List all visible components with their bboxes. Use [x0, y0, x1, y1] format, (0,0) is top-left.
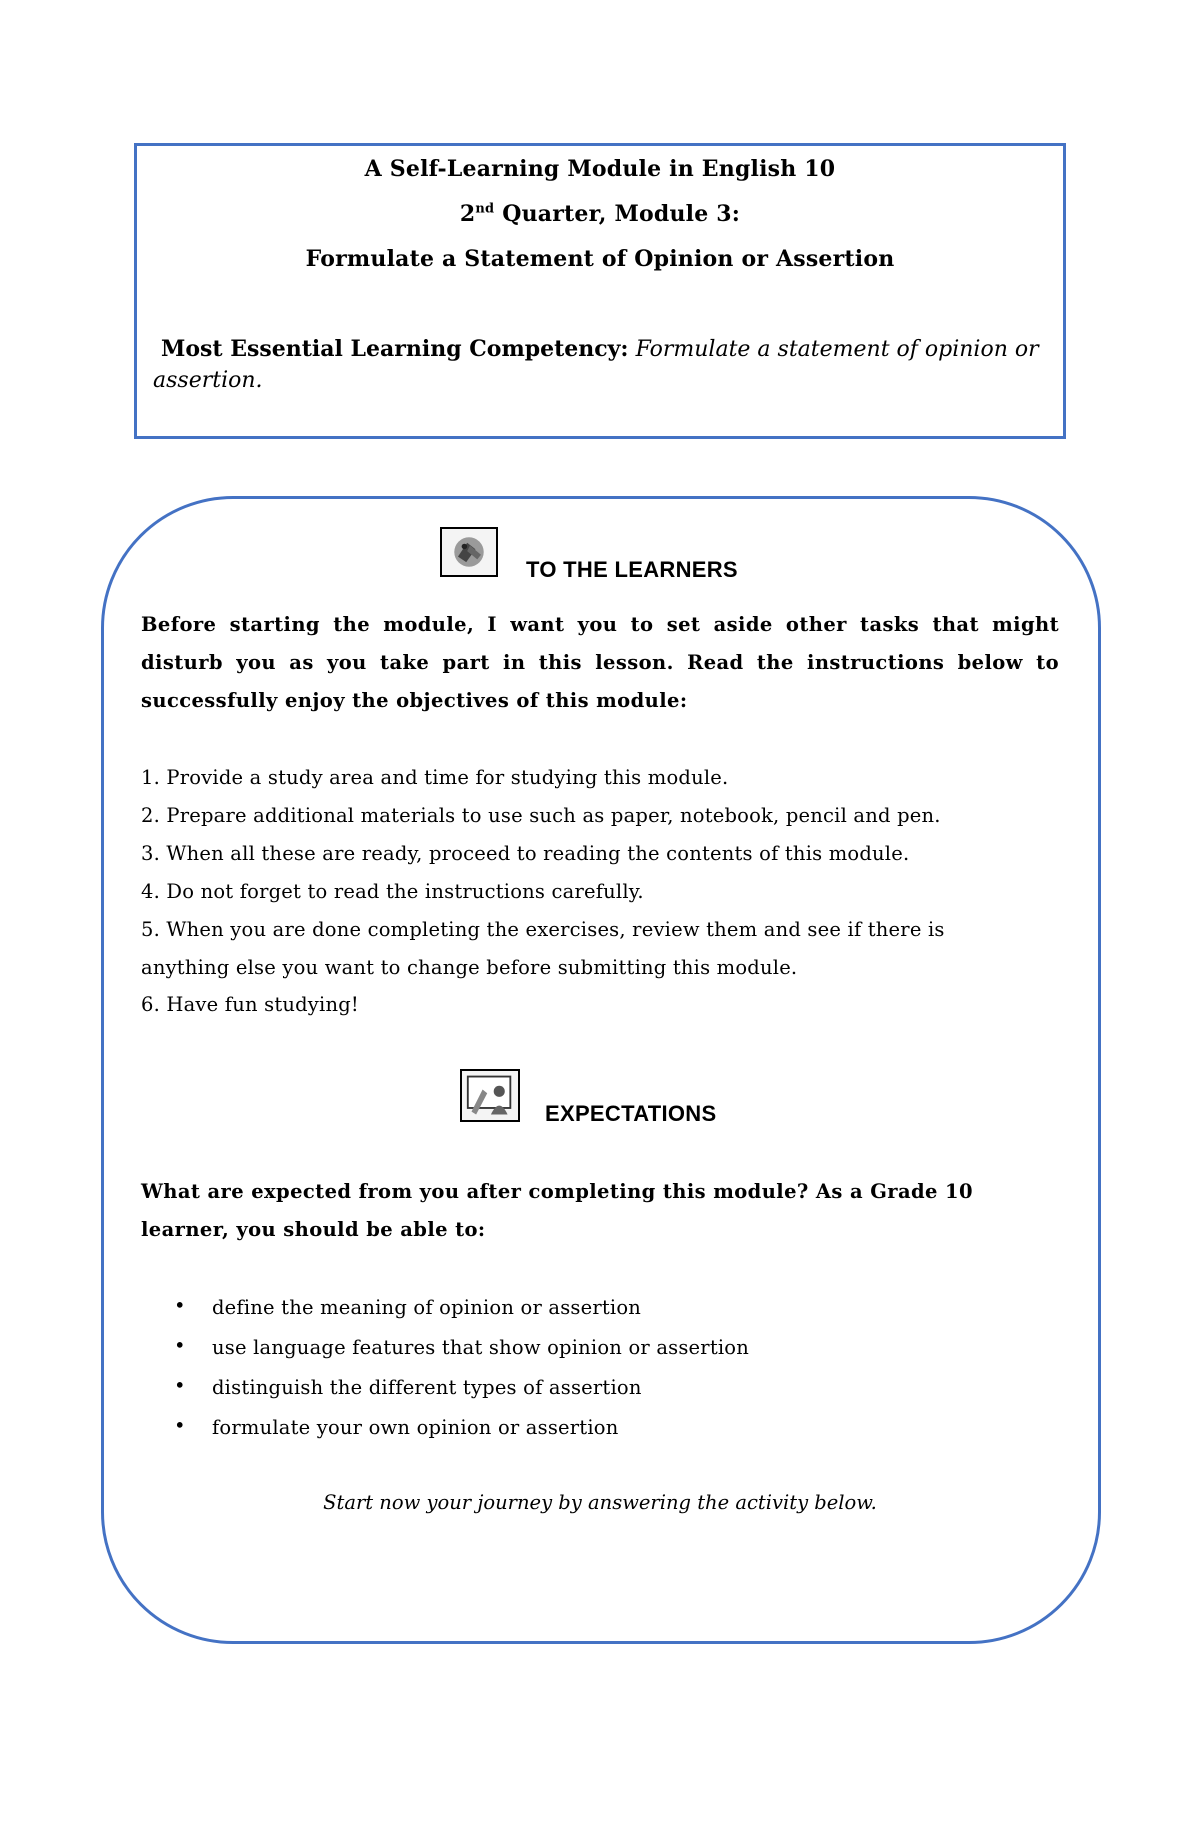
bullet-dot: •: [174, 1414, 186, 1437]
learners-intro-line: disturb you as you take part in this lesson. Read the instructions below to: [141, 651, 1059, 674]
expectation-item: formulate your own opinion or assertion: [212, 1416, 619, 1439]
instruction-item: 4. Do not forget to read the instructions carefully.: [141, 880, 644, 903]
instruction-item: 6. Have fun studying!: [141, 993, 359, 1016]
bullet-dot: •: [174, 1374, 186, 1397]
module-title: A Self-Learning Module in English 10: [364, 156, 836, 182]
instruction-item: 5. When you are done completing the exercises, review them and see if there is: [141, 918, 945, 941]
expectations-intro-line: learner, you should be able to:: [141, 1218, 486, 1241]
learners-intro: [141, 606, 1059, 720]
expectations-intro-line: What are expected from you after completing this module? As a Grade 10: [141, 1180, 973, 1203]
learners-intro-line: successfully enjoy the objectives of this module:: [141, 689, 688, 712]
expectations-icon: [460, 1069, 520, 1122]
expectation-item: distinguish the different types of assertion: [212, 1376, 642, 1399]
competency-text: Formulate a statement of opinion or assertion.: [153, 337, 1039, 393]
bullet-dot: •: [174, 1334, 186, 1357]
module-quarter: [137, 201, 1063, 227]
learners-intro-line: Before starting the module, I want you to set aside other tasks that might: [141, 613, 1059, 636]
module-title-box: [134, 143, 1066, 439]
closing-line: Start now your journey by answering the activity below.: [323, 1491, 877, 1514]
bullet-dot: •: [174, 1294, 186, 1317]
instruction-item: 1. Provide a study area and time for studying this module.: [141, 766, 729, 789]
instruction-item: anything else you want to change before submitting this module.: [141, 956, 798, 979]
learners-icon: [440, 527, 498, 577]
expectation-item: define the meaning of opinion or assertion: [212, 1296, 642, 1319]
quarter-ordinal: 2: [459, 201, 476, 227]
expectation-item: use language features that show opinion or assertion: [212, 1336, 749, 1359]
quarter-suffix: nd: [475, 201, 495, 217]
learners-heading: TO THE LEARNERS: [526, 557, 738, 582]
instruction-item: 2. Prepare additional materials to use such as paper, notebook, pencil and pen.: [141, 804, 941, 827]
instruction-item: 3. When all these are ready, proceed to reading the contents of this module.: [141, 842, 910, 865]
module-subtitle: Formulate a Statement of Opinion or Assertion: [305, 246, 895, 272]
competency-label: Most Essential Learning Competency:: [161, 336, 629, 362]
expectations-intro: [141, 1173, 1041, 1249]
quarter-rest: Quarter, Module 3:: [494, 201, 741, 227]
competency: [153, 334, 1051, 396]
expectations-heading: EXPECTATIONS: [545, 1101, 717, 1126]
